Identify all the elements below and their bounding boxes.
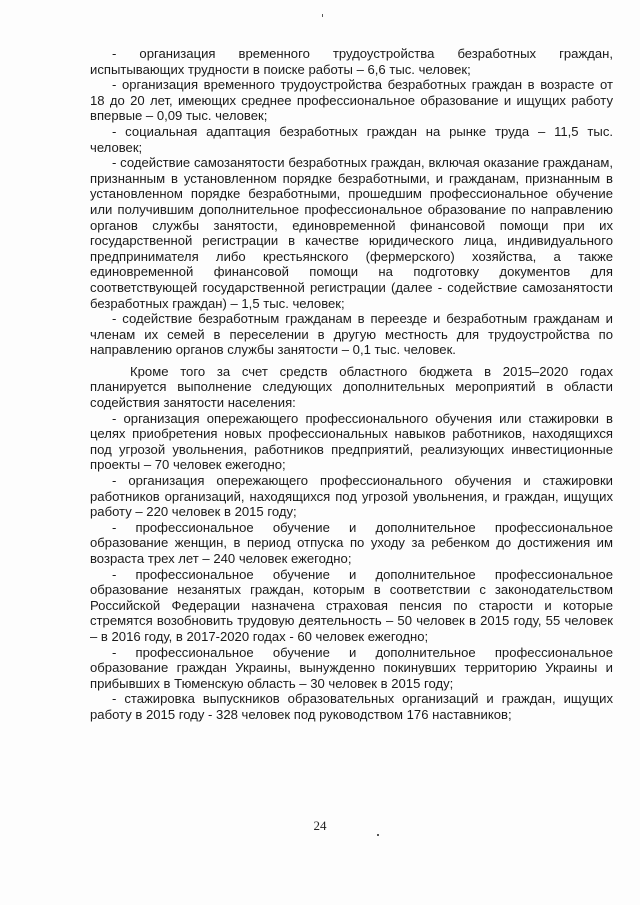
paragraph: - содействие самозанятости безработных граждан, включая оказание гражданам, признанным в установленном порядке безработными, и гражданам, признанным в установленном порядке безработными, прошедшим профессиональное обучение или получившим дополнительное профессиональное образование по направлению органов службы занятости, единовременной финансовой помощи при их государственной регистрации в качестве юридического лица, индивидуального предпринимателя либо крестьянского (фермерского) хозяйства, а также единовременной финансовой помощи на подготовку документов для соответствующей государственной регистрации (далее - содействие самозанятости безработных граждан) – 1,5 тыс. человек; [90, 155, 613, 311]
list-item: - организация опережающего профессионального обучения или стажировки в целях приобретения новых профессиональных навыков работников, находящихся под угрозой увольнения, работников предприятий, реализующих инвестиционные проекты – 70 человек ежегодно; [90, 410, 613, 473]
page-number: 24 [313, 818, 327, 833]
scan-mark-top [322, 14, 323, 17]
list-item: - профессиональное обучение и дополнительное профессиональное образование женщин, в период отпуска по уходу за ребенком до достижения им возраста трех лет – 240 человек ежегодно; [90, 519, 613, 566]
scan-mark-bottom [377, 834, 379, 836]
intro-paragraph: Кроме того за счет средств областного бюджета в 2015–2020 годах планируется выполнение следующих дополнительных мероприятий в области содействия занятости населения: [90, 363, 613, 411]
paragraph: - организация временного трудоустройства безработных граждан в возрасте от 18 до 20 лет, имеющих среднее профессиональное образование и ищущих работу впервые – 0,09 тыс. человек; [90, 77, 613, 124]
document-body [90, 46, 613, 723]
paragraph: - социальная адаптация безработных граждан на рынке труда – 11,5 тыс. человек; [90, 123, 613, 155]
paragraph: - содействие безработным гражданам в переезде и безработным гражданам и членам их семей в переселении в другую местность для трудоустройства по направлению органов службы занятости – 0,1 тыс. человек. [90, 311, 613, 358]
list-item: - профессиональное обучение и дополнительное профессиональное образование незанятых граждан, которым в соответствии с законодательством Российской Федерации назначена страховая пенсия по старости и которые стремятся возобновить трудовую деятельность – 50 человек в 2015 году, 55 человек – в 2016 году, в 2017-2020 годах - 60 человек ежегодно; [90, 566, 613, 644]
paragraph: - организация временного трудоустройства безработных граждан, испытывающих трудности в поиске работы – 6,6 тыс. человек; [90, 46, 613, 77]
list-item: - стажировка выпускников образовательных организаций и граждан, ищущих работу в 2015 году - 328 человек под руководством 176 наставников; [90, 691, 613, 722]
list-item: - профессиональное обучение и дополнительное профессиональное образование граждан Украины, вынужденно покинувших территорию Украины и прибывших в Тюменскую область – 30 человек в 2015 году; [90, 644, 613, 691]
list-item: - организация опережающего профессионального обучения и стажировки работников организаций, находящихся под угрозой увольнения, и граждан, ищущих работу – 220 человек в 2015 году; [90, 473, 613, 520]
